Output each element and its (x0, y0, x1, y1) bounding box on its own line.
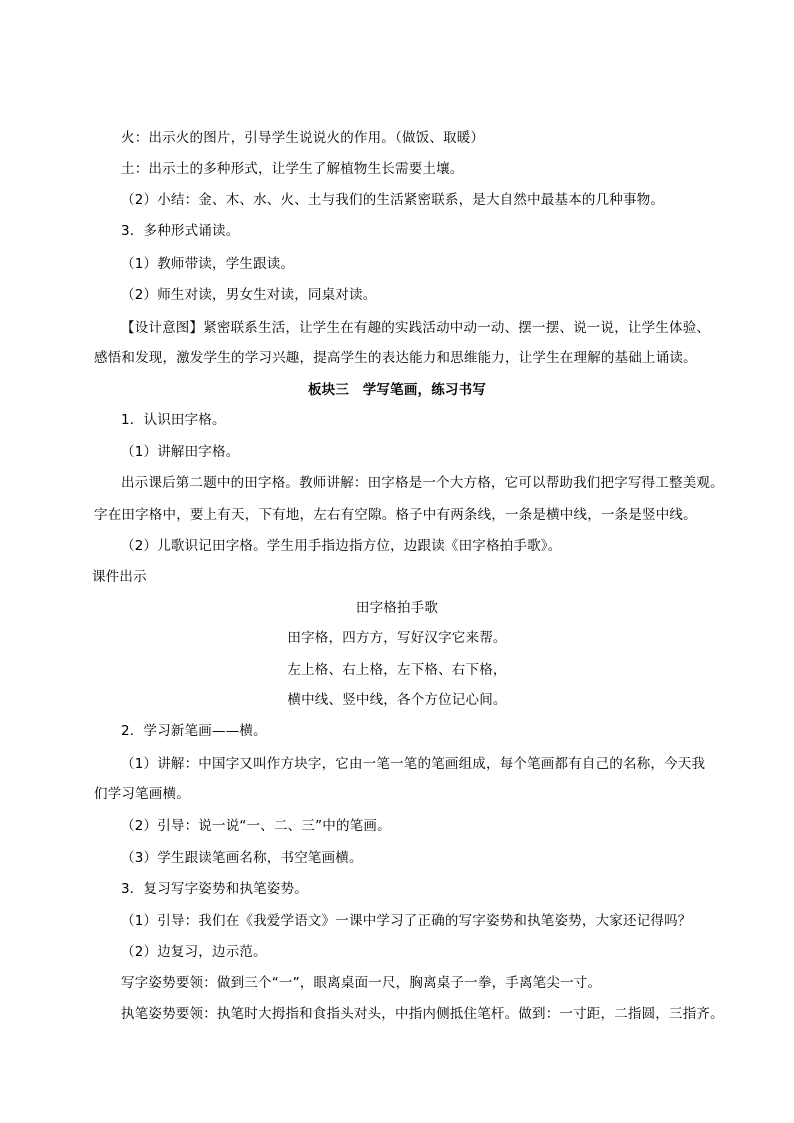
poem-line-1: 田字格，四方方，写好汉字它来帮。 (287, 630, 507, 646)
design-intent-line-1: 【设计意图】紧密联系生活，让学生在有趣的实践活动中动一动、摆一摆、说一说，让学生体验、 (121, 320, 711, 336)
paragraph-pair-read: （2）师生对读，男女生对读，同桌对读。 (121, 287, 377, 303)
paragraph-rhyme: （2）儿歌识记田字格。学生用手指边指方位，边跟读《田字格拍手歌》。 (121, 538, 562, 554)
step-2-heading: 2．学习新笔画——横。 (121, 723, 267, 739)
step-3-review-heading: 3．复习写字姿势和执笔姿势。 (121, 881, 308, 897)
poem-line-2: 左上格、右上格，左下格、右下格， (287, 662, 507, 678)
paragraph-summary: （2）小结：金、木、水、火、土与我们的生活紧密联系，是大自然中最基本的几种事物。 (121, 192, 665, 208)
step-1-heading: 1．认识田字格。 (121, 412, 226, 428)
paragraph-teacher-read: （1）教师带读，学生跟读。 (121, 256, 295, 272)
paragraph-demonstrate: （2）边复习，边示范。 (121, 944, 267, 960)
paragraph-review-guide: （1）引导：我们在《我爱学语文》一课中学习了正确的写字姿势和执笔姿势，大家还记得吗？ (121, 913, 692, 929)
design-intent-line-2: 感悟和发现，激发学生的学习兴趣，提高学生的表达能力和思维能力，让学生在理解的基础上诵读。 (94, 350, 697, 366)
paragraph-explain-stroke-line-1: （1）讲解：中国字又叫作方块字，它由一笔一笔的笔画组成，每个笔画都有自己的名称，今天我 (121, 756, 706, 772)
section-heading: 板块三 学写笔画，练习书写 (307, 382, 487, 398)
courseware-label: 课件出示 (92, 569, 147, 585)
paragraph-earth: 土：出示土的多种形式，让学生了解植物生长需要土壤。 (121, 161, 464, 177)
paragraph-grid-line-1: 出示课后第二题中的田字格。教师讲解：田字格是一个大方格，它可以帮助我们把字写得工整美观。 (121, 475, 724, 491)
paragraph-guide-strokes: （2）引导：说一说“一、二、三”中的笔画。 (121, 818, 391, 834)
paragraph-fire: 火：出示火的图片，引导学生说说火的作用。（做饭、取暖） (121, 130, 485, 146)
paragraph-follow-read: （3）学生跟读笔画名称，书空笔画横。 (121, 850, 363, 866)
step-3-heading: 3．多种形式诵读。 (121, 223, 240, 239)
paragraph-explain-stroke-line-2: 们学习笔画横。 (94, 786, 190, 802)
paragraph-explain-grid: （1）讲解田字格。 (121, 444, 240, 460)
paragraph-grid-line-2: 字在田字格中，要上有天，下有地，左右有空隙。格子中有两条线，一条是横中线，一条是竖中线。 (94, 507, 697, 523)
paragraph-pen-grip: 执笔姿势要领：执笔时大拇指和食指头对头，中指内侧抵住笔杆。做到：一寸距，二指圆，三指齐。 (121, 1006, 724, 1022)
poem-line-3: 横中线、竖中线，各个方位记心间。 (287, 692, 507, 708)
paragraph-writing-posture: 写字姿势要领：做到三个“一”，眼离桌面一尺，胸离桌子一拳，手离笔尖一寸。 (121, 975, 602, 991)
poem-title: 田字格拍手歌 (355, 600, 439, 616)
